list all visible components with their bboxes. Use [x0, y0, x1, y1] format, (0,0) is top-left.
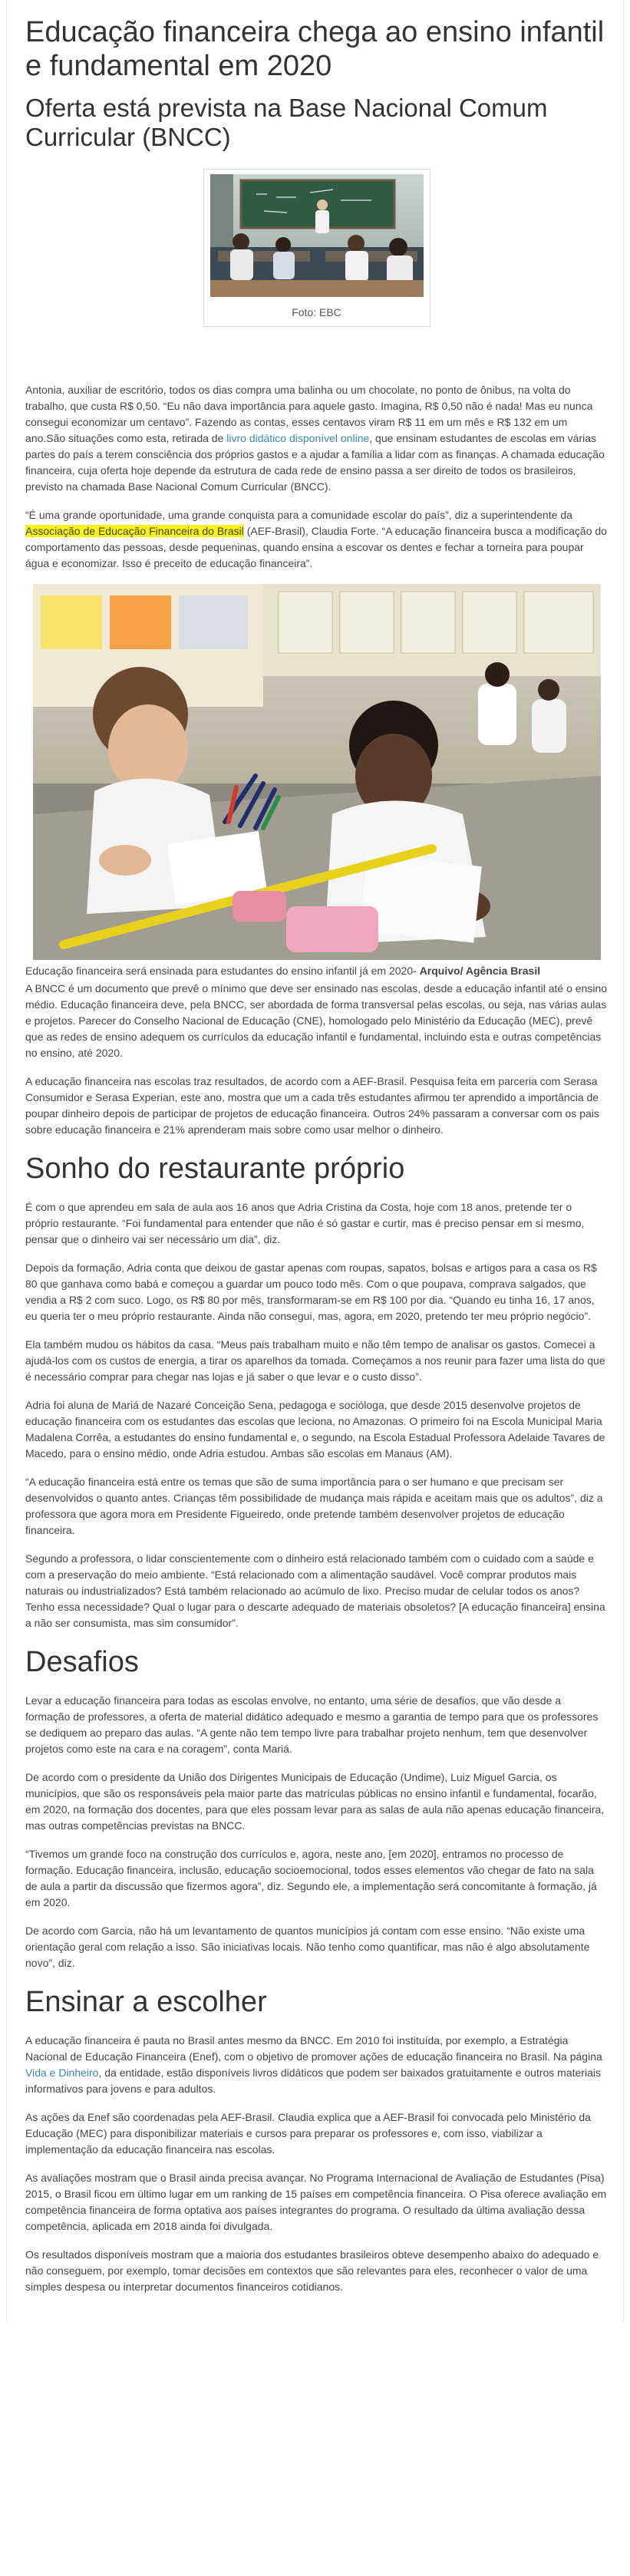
article-title: Educação financeira chega ao ensino infantil e fundamental em 2020 [25, 16, 605, 82]
highlighted-text: Associação de Educação Financeira do Brasil [25, 525, 244, 537]
paragraph: De acordo com Garcia, não há um levantamento de quantos municípios já contam com esse ensino. “Não existe uma orientação geral com relação a isso. São iniciativas locais. Não tenho como quantificar, mas não é algo absolutamente novo”, diz. [25, 1925, 590, 1969]
article-page [6, 0, 624, 2323]
children-drawing-photo [33, 584, 601, 960]
section-heading: Ensinar a escolher [25, 1986, 267, 2018]
paragraph: Levar a educação financeira para todas as escolas envolve, no entanto, uma série de desafios, que vão desde a formação de professores, a oferta de material didático adequado e mesmo a garantia de tempo para que os professores se dediquem ao preparo das aulas. “A gente não tem tempo livre para trabalhar projeto nenhum, tem que desenvolver projetos como este na cara e na coragem”, conta Mariá. [25, 1694, 599, 1755]
paragraph: É com o que aprendeu em sala de aula aos 16 anos que Adria Cristina da Costa, hoje com 18 anos, pretende ter o próprio restaurante. “Foi fundamental para entender que não é só gastar e curtir, mas é preciso pensar em si mesmo, pensar que o dinheiro vai ser necessário um dia”, diz. [25, 1201, 585, 1245]
paragraph: Antonia, auxiliar de escritório, todos os dias compra uma balinha ou um chocolate, no ponto de ônibus, na volta do trabalho, que custa R$ 0,50. “Eu não dava importância para aquele gasto. Imagina, R$ 0,50 não é nada! Mas eu nunca consegui economizar um centavo”. Fazendo as contas, esses centavos viram R$ 11 em um mês e R$ 132 em um ano.São situações como esta, retirada de livro didático disponível online, que ensinam estudantes de escolas em várias partes do país a terem consciência dos próprios gastos e a ajudar a família a lidar com as finanças. A chamada educação financeira, cuja oferta hoje depende da estrutura de cada rede de ensino passa a ser direito de todos os brasileiros, previsto na chamada Base Nacional Comum Curricular (BNCC). [25, 384, 605, 493]
paragraph: Adria foi aluna de Mariá de Nazaré Conceição Sena, pedagoga e socióloga, que desde 2015 desenvolve projetos de educação financeira com os estudantes das escolas que leciona, no Amazonas. O primeiro foi na Escola Municipal Maria Madalena Corrêa, a estudantes do ensino fundamental e, o segundo, na Escola Estadual Professora Adelaide Tavares de Macedo, para o ensino médio, onde Adria estudou. Ambas são escolas em Manaus (AM). [25, 1399, 605, 1460]
article-subtitle: Oferta está prevista na Base Nacional Comum Curricular (BNCC) [25, 94, 548, 151]
paragraph: A BNCC é um documento que prevê o mínimo que deve ser ensinado nas escolas, desde a educação infantil até o ensino médio. Educação financeira deve, pela BNCC, ser abordada de forma transversal pelas escolas, ou seja, nas várias aulas e projetos. Parecer do Conselho Nacional de Educação (CNE), homologado pelo Ministério da Educação (MEC), prevê que as redes de ensino adequem os currículos da educação infantil e fundamental, incluindo esta e outras competências no ensino, até 2020. [25, 982, 608, 1059]
section-heading: Sonho do restaurante próprio [25, 1153, 405, 1185]
link-vida-e-dinheiro[interactable]: Vida e Dinheiro [25, 2066, 99, 2079]
section-heading: Desafios [25, 1646, 139, 1678]
photo-credit: Arquivo/ Agência Brasil [419, 965, 541, 977]
paragraph: Os resultados disponíveis mostram que a maioria dos estudantes brasileiros obteve desempenho abaixo do adequado e não conseguem, por exemplo, tomar decisões em contextos que são relevantes para eles, reconhecer o valor de uma simples despesa ou interpretar documentos financeiros cotidianos. [25, 2248, 599, 2293]
paragraph: “A educação financeira está entre os temas que são de suma importância para o ser humano e que precisam ser desenvolvidos o quanto antes. Crianças têm possibilidade de mudança mais rápida e aceitam mais que os adultos”, diz a professora que agora mora em Presidente Figueiredo, onde pretende também desenvolver projetos de educação financeira. [25, 1476, 603, 1536]
paragraph: As avaliações mostram que o Brasil ainda precisa avançar. No Programa Internacional de Avaliação de Estudantes (Pisa) 2015, o Brasil ficou em último lugar em um ranking de 15 países em competência financeira. O Pisa oferece avaliação em competência financeira de forma optativa aos países integrantes do programa. O resultado da última avaliação dessa competência, aplicada em 2018 ainda foi divulgada. [25, 2172, 607, 2232]
article-body [7, 15, 623, 2295]
paragraph: Segundo a professora, o lidar conscientemente com o dinheiro está relacionado também com o cuidado com a saúde e com a preservação do meio ambiente. “Está relacionado com a alimentação saudável. Você comprar produtos mais naturais ou industrializados? Está também relacionado ao acúmulo de lixo. Preciso mudar de celular todos os anos? Tenho essa necessidade? Qual o lugar para o descarte adequado de materiais obsoletos? [A educação financeira] ensina a não ser consumista, mas sim consumidor”. [25, 1552, 605, 1629]
figure-caption: Foto: EBC [292, 306, 341, 318]
paragraph: Depois da formação, Adria conta que deixou de gastar apenas com roupas, sapatos, bolsas e artigos para a casa os R$ 80 que ganhava como babá e começou a guardar um pouco todo mês. Com o que poupava, comprava salgados, que vendia a R$ 2 com suco. Logo, os R$ 80 por mês, transformaram-se em R$ 100 por dia. “Quando eu tinha 16, 17 anos, eu queria ter o meu próprio restaurante. Ainda não consegui, mas, agora, em 2020, pretendo ter meu próprio negócio”. [25, 1262, 597, 1322]
paragraph: “É uma grande oportunidade, uma grande conquista para a comunidade escolar do país”, diz a superintendente da Associação de Educação Financeira do Brasil (AEF-Brasil), Claudia Forte. “A educação financeira busca a modificação do comportamento das pessoas, desde pequeninas, quando ensina a escovar os dentes e fechar a torneira para poupar água e economizar. Isso é preceito de educação financeira”. [25, 509, 607, 569]
classroom-photo [210, 174, 424, 297]
paragraph: Ela também mudou os hábitos da casa. “Meus pais trabalham muito e não têm tempo de analisar os gastos. Comecei a ajudá-los com os custos de energia, a tirar os aparelhos da tomada. Começamos a nos reunir para fazer uma lista do que é necessário comprar para chegar nas lojas e já saber o que levar e o custo disso”. [25, 1338, 605, 1383]
paragraph: As ações da Enef são coordenadas pela AEF-Brasil. Claudia explica que a AEF-Brasil foi convocada pelo Ministério da Educação (MEC) para disponibilizar materiais e cursos para preparar os professores e, com isso, viabilizar a implementação da educação financeira nas escolas. [25, 2111, 591, 2155]
paragraph: De acordo com o presidente da União dos Dirigentes Municipais de Educação (Undime), Luiz Miguel Garcia, os municípios, que são os responsáveis pela maior parte das matrículas públicas no ensino infantil e fundamental, focarão, em 2020, na formação dos docentes, para que eles possam levar para as salas de aula não apenas educação financeira, mas outras competências previstas na BNCC. [25, 1771, 605, 1832]
paragraph: “Tivemos um grande foco na construção dos currículos e, agora, neste ano, [em 2020], entramos no processo de formação. Educação financeira, inclusão, educação socioemocional, todos esses elementos vão chegar de fato na sala de aula a partir da discussão que fizermos agora”, diz. Segundo ele, a implementação será concomitante à formação, já em 2020. [25, 1848, 597, 1908]
figure-caption: Educação financeira será ensinada para estudantes do ensino infantil já em 2020- Arquivo/ Agência Brasil [25, 965, 541, 977]
figure-classroom [203, 169, 430, 327]
link-livro-didatico[interactable]: livro didático disponível online [226, 432, 370, 444]
paragraph: A educação financeira é pauta no Brasil antes mesmo da BNCC. Em 2010 foi instituída, por exemplo, a Estratégia Nacional de Educação Financeira (Enef), com o objetivo de promover ações de educação financeira no Brasil. Na página Vida e Dinheiro, da entidade, estão disponíveis livros didáticos que podem ser baixados gratuitamente e outros materiais informativos para jovens e para adultos. [25, 2034, 602, 2095]
paragraph: A educação financeira nas escolas traz resultados, de acordo com a AEF-Brasil. Pesquisa feita em parceria com Serasa Consumidor e Serasa Experian, este ano, mostra que um a cada três estudantes afirmou ter aprendido a importância de poupar dinheiro depois de participar de projetos de educação financeira. Outros 24% passaram a conversar com os pais sobre educação financeira e 21% aprenderam mais sobre como usar melhor o dinheiro. [25, 1075, 599, 1136]
